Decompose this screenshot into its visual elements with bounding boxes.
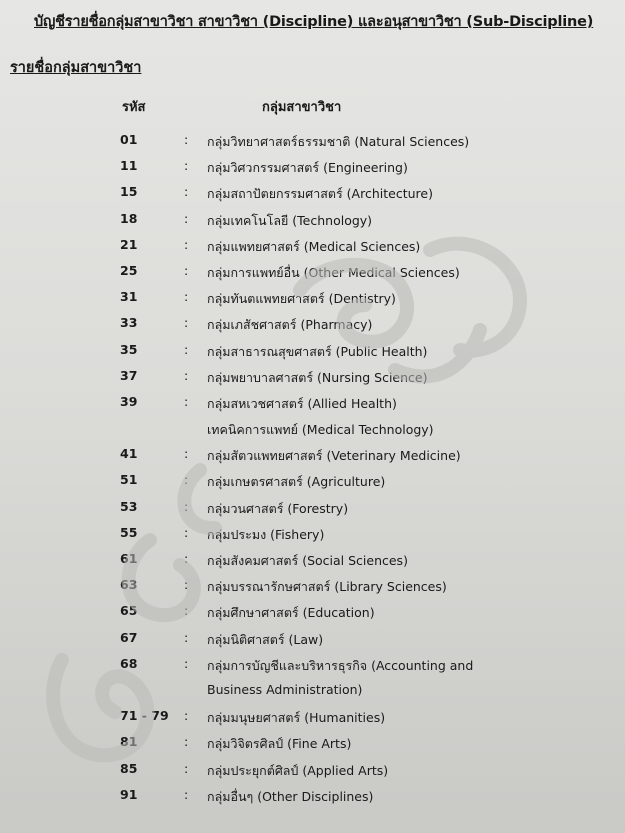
separator: : xyxy=(184,262,189,278)
discipline-name: กลุ่มประยุกต์ศิลป์ (Applied Arts) xyxy=(207,762,389,778)
discipline-name: กลุ่มบรรณารักษศาสตร์ (Library Sciences) xyxy=(207,579,447,595)
list-item xyxy=(0,394,625,446)
separator: : xyxy=(184,603,189,619)
discipline-name: กลุ่มสาธารณสุขศาสตร์ (Public Health) xyxy=(207,343,428,359)
discipline-name: กลุ่มวนศาสตร์ (Forestry) xyxy=(207,500,349,516)
list-item xyxy=(0,289,625,315)
separator: : xyxy=(184,236,189,252)
discipline-name: กลุ่มการแพทย์อื่น (Other Medical Sciences) xyxy=(207,264,460,280)
discipline-code: 01 xyxy=(120,132,138,147)
separator: : xyxy=(184,786,189,802)
discipline-code: 21 xyxy=(120,236,138,252)
separator: : xyxy=(184,393,189,409)
list-item xyxy=(0,551,625,577)
discipline-name: กลุ่มการบัญชีและบริหารธุรกิจ (Accounting and xyxy=(207,657,474,673)
separator: : xyxy=(184,472,189,488)
discipline-name: กลุ่มอื่นๆ (Other Disciplines) xyxy=(207,788,374,804)
code-column-header: รหัส xyxy=(122,100,146,115)
discipline-name: กลุ่มแพทยศาสตร์ (Medical Sciences) xyxy=(207,238,421,254)
discipline-name: กลุ่มมนุษยศาสตร์ (Humanities) xyxy=(207,710,386,726)
discipline-code: 31 xyxy=(120,289,138,305)
list-item xyxy=(0,499,625,525)
discipline-code: 41 xyxy=(120,446,138,462)
separator: : xyxy=(184,708,189,724)
discipline-name: กลุ่มประมง (Fishery) xyxy=(207,526,325,542)
separator: : xyxy=(184,315,189,331)
separator: : xyxy=(184,184,189,200)
discipline-name: กลุ่มเภสัชศาสตร์ (Pharmacy) xyxy=(207,317,373,333)
separator: : xyxy=(184,577,189,593)
list-item xyxy=(0,787,625,813)
list-item xyxy=(0,656,625,708)
discipline-code: 63 xyxy=(120,577,138,593)
discipline-code: 51 xyxy=(120,472,138,488)
list-item xyxy=(0,342,625,368)
discipline-name: กลุ่มวิศวกรรมศาสตร์ (Engineering) xyxy=(207,160,408,176)
separator: : xyxy=(184,158,189,174)
list-item xyxy=(0,263,625,289)
group-column-header: กลุ่มสาขาวิชา xyxy=(262,100,342,115)
separator: : xyxy=(184,655,189,671)
list-item xyxy=(0,603,625,629)
discipline-name: กลุ่มสหเวชศาสตร์ (Allied Health) xyxy=(207,395,397,411)
list-item xyxy=(0,761,625,787)
discipline-name: กลุ่มเกษตรศาสตร์ (Agriculture) xyxy=(207,474,386,490)
discipline-name: กลุ่มศึกษาศาสตร์ (Education) xyxy=(207,605,375,621)
list-item xyxy=(0,630,625,656)
separator: : xyxy=(184,341,189,357)
separator: : xyxy=(184,498,189,514)
discipline-code: 61 xyxy=(120,551,138,567)
list-item xyxy=(0,472,625,498)
discipline-list xyxy=(0,132,625,813)
discipline-code: 39 xyxy=(120,393,138,409)
discipline-name: กลุ่มวิจิตรศิลป์ (Fine Arts) xyxy=(207,736,352,752)
list-item xyxy=(0,708,625,734)
discipline-code: 15 xyxy=(120,184,138,200)
page-title: บัญชีรายชื่อกลุ่มสาขาวิชา สาขาวิชา (Discipline) และอนุสาขาวิชา (Sub-Discipline) xyxy=(34,14,594,30)
separator: : xyxy=(184,367,189,383)
discipline-code: 68 xyxy=(120,655,138,671)
section-title: รายชื่อกลุ่มสาขาวิชา xyxy=(10,60,142,76)
list-item xyxy=(0,315,625,341)
discipline-code: 53 xyxy=(120,498,138,514)
list-item xyxy=(0,734,625,760)
separator: : xyxy=(184,132,189,147)
discipline-name-continued: เทคนิคการแพทย์ (Medical Technology) xyxy=(207,422,434,438)
list-item xyxy=(0,211,625,237)
separator: : xyxy=(184,629,189,645)
separator: : xyxy=(184,734,189,750)
separator: : xyxy=(184,524,189,540)
discipline-name: กลุ่มทันตแพทยศาสตร์ (Dentistry) xyxy=(207,291,396,307)
discipline-code: 71 - 79 xyxy=(120,708,169,724)
discipline-code: 35 xyxy=(120,341,138,357)
discipline-code: 91 xyxy=(120,786,138,802)
separator: : xyxy=(184,446,189,462)
discipline-name: กลุ่มพยาบาลศาสตร์ (Nursing Science) xyxy=(207,369,428,385)
discipline-code: 67 xyxy=(120,629,138,645)
list-item xyxy=(0,132,625,158)
separator: : xyxy=(184,551,189,567)
separator: : xyxy=(184,210,189,226)
discipline-name: กลุ่มสถาปัตยกรรมศาสตร์ (Architecture) xyxy=(207,186,433,202)
discipline-name: กลุ่มวิทยาศาสตร์ธรรมชาติ (Natural Sciences) xyxy=(207,134,470,149)
discipline-code: 18 xyxy=(120,210,138,226)
discipline-code: 55 xyxy=(120,524,138,540)
discipline-name-continued: Business Administration) xyxy=(207,681,363,697)
discipline-name: กลุ่มนิติศาสตร์ (Law) xyxy=(207,631,324,647)
discipline-name: กลุ่มสัตวแพทยศาสตร์ (Veterinary Medicine) xyxy=(207,448,461,464)
separator: : xyxy=(184,760,189,776)
discipline-code: 25 xyxy=(120,262,138,278)
discipline-code: 81 xyxy=(120,734,138,750)
list-item xyxy=(0,368,625,394)
discipline-name: กลุ่มสังคมศาสตร์ (Social Sciences) xyxy=(207,553,408,569)
discipline-code: 11 xyxy=(120,158,138,174)
separator: : xyxy=(184,289,189,305)
list-item xyxy=(0,577,625,603)
list-item xyxy=(0,184,625,210)
discipline-name: กลุ่มเทคโนโลยี (Technology) xyxy=(207,212,373,228)
discipline-code: 65 xyxy=(120,603,138,619)
discipline-code: 85 xyxy=(120,760,138,776)
discipline-code: 37 xyxy=(120,367,138,383)
list-item xyxy=(0,158,625,184)
list-item xyxy=(0,446,625,472)
list-item xyxy=(0,237,625,263)
discipline-code: 33 xyxy=(120,315,138,331)
list-item xyxy=(0,525,625,551)
